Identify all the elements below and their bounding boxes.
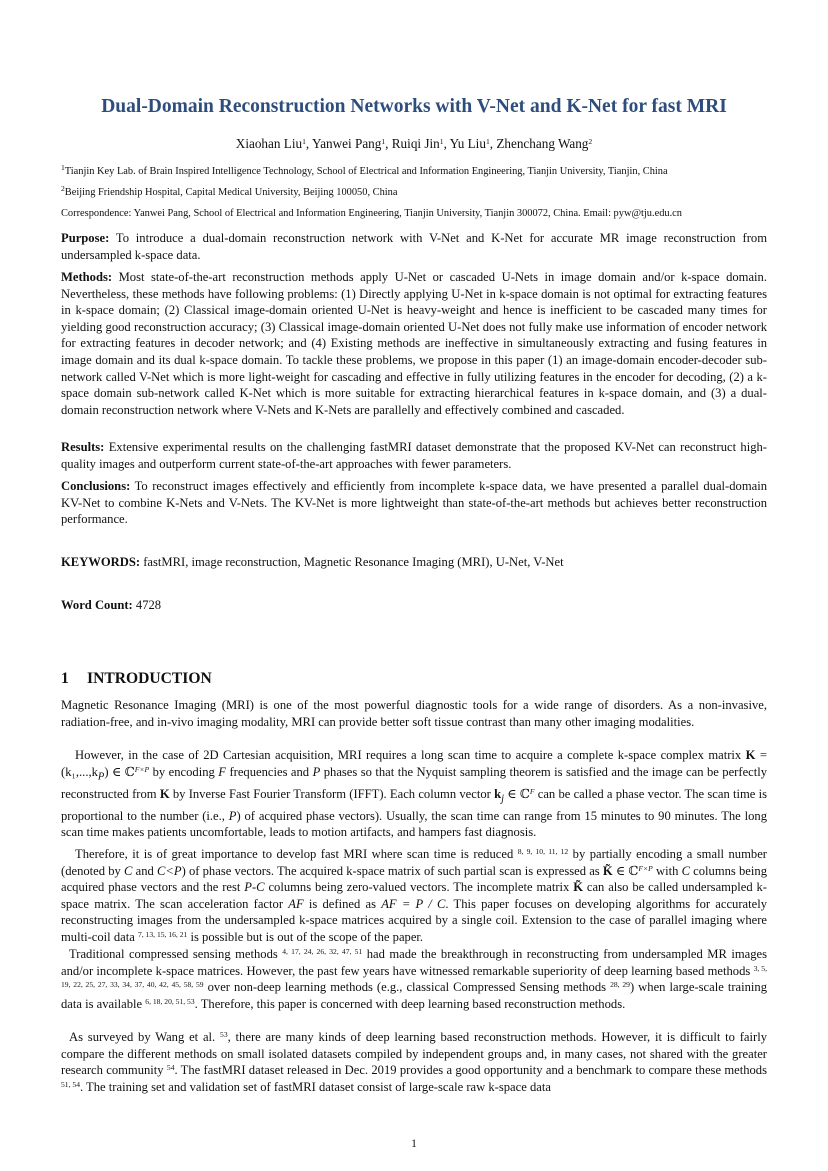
affiliation-1: $^1$Tianjin Key Lab. of Brain Inspired Intelligence Technology, School of Electrical and Information Engineering, Tianjin University, Tianjin, China bbox=[61, 163, 668, 177]
page-number: 1 bbox=[411, 1138, 417, 1150]
author: Yanwei Pang$^1$, bbox=[312, 136, 392, 151]
section-heading: 1 INTRODUCTION bbox=[61, 670, 212, 687]
intro-paragraph-1: Magnetic Resonance Imaging (MRI) is one of the most powerful diagnostic tools for a wide range of disorders. As a non-invasive, radiation-free, and in-vivo imaging modality, MRI can provide better soft tissue contrast than many other imaging modalities. bbox=[61, 698, 767, 729]
author-list bbox=[40, 136, 788, 152]
intro-paragraph-5: As surveyed by Wang et al. $^{53}$, there are many kinds of deep learning based reconstruction methods. However, it is difficult to fairly compare the different methods on small isolated datasets compiled by independent groups and, in many cases, not shared with the greater research community $^{54}$. The fastMRI dataset released in Dec. 2019 provides a good opportunity and a benchmark to compare these methods $^{51, 54}$. The training set and validation set of fastMRI dataset consist of large-scale raw k-space data bbox=[61, 1030, 768, 1094]
intro-paragraph-4: Traditional compressed sensing methods $^{4, 17, 24, 26, 32, 47, 51}$ had made the breakthrough in reconstructing from undersampled MR images and/or incomplete k-space matrices. However, the past few years have witnessed remarkable superiority of deep learning based methods $^{3, 5, 19, 22, 25, 27, 33, 34, 37, 40, 42, 45, 58, 59}$ over non-deep learning methods (e.g., classical Compressed Sensing methods $^{28, 29}$) when large-scale training data is available $^{6, 18, 20, 51, 53}$. Therefore, this paper is concerned with deep learning based reconstruction methods. bbox=[61, 947, 768, 1011]
paper-title: Dual-Domain Reconstruction Networks with V-Net and K-Net for fast MRI bbox=[101, 96, 727, 117]
author: Ruiqi Jin$^1$, bbox=[391, 136, 450, 151]
author: Xiaohan Liu$^1$, bbox=[235, 136, 312, 151]
math-K-def: $K = (k_1,...,k_P)$ ∈ ℂ$^{F\times P}$ bbox=[61, 748, 767, 783]
word-count: Word Count: 4728 bbox=[61, 598, 162, 612]
math-Ktilde: K̃ ∈ ℂ$^{F\times P}$ bbox=[602, 863, 653, 878]
affiliation-2: $^2$Beijing Friendship Hospital, Capital Medical University, Beijing 100050, China bbox=[61, 184, 398, 198]
keywords: KEYWORDS: fastMRI, image reconstruction, Magnetic Resonance Imaging (MRI), U-Net, V-Net bbox=[61, 555, 564, 569]
intro-paragraph-3: Therefore, it is of great importance to develop fast MRI where scan time is reduced $^{8, 9, 10, 11, 12}$ by partially encoding a small number (denoted by C and C<P) of phase vectors. The acquired k-space matrix of such partial scan is expressed as K̃ ∈ ℂ$^{F\times P}$ with C columns being acquired phase vectors and the rest P-C columns being zero-valued vectors. The incomplete matrix K̃ can also be called undersampled k-space matrix. The scan acceleration factor AF is defined as AF = P / C. This paper focuses on developing algorithms for accurately reconstructing images from the undersampled k-space matrices acquired by a single coil. Extension to the case of parallel imaging where multi-coil data $^{7, 13, 15, 16, 21}$ is possible but is out of the scope of the paper. bbox=[61, 847, 768, 944]
abstract-results: Results: Extensive experimental results on the challenging fastMRI dataset demonstrate that the proposed KV-Net can reconstruct high-quality images and outperform current state-of-the-art approaches with fewer parameters. bbox=[61, 440, 767, 471]
abstract-conclusions: Conclusions: To reconstruct images effectively and efficiently from incomplete k-space data, we have presented a parallel dual-domain KV-Net to combine K-Nets and V-Nets. The KV-Net is more lightweight than state-of-the-art methods but achieves better reconstruction performance. bbox=[61, 479, 768, 527]
abstract-methods: Methods: Most state-of-the-art reconstruction methods apply U-Net or cascaded U-Nets in image domain and/or k-space domain. Nevertheless, these methods have following problems: (1) Directly applying U-Net in k-space domain is not optimal for extracting features in k-space domain; (2) Classical image-domain oriented U-Net is heavy-weight and hence is inefficient to be cascaded many times for yielding good reconstruction accuracy; (3) Classical image-domain oriented U-Net does not fully make use information of encoder network for extracting features in decoder network; and (4) Existing methods are ineffective in simultaneously extracting and fusing features in image domain and its dual k-space domain. To tackle these problems, we propose in this paper (1) an image-domain encoder-decoder sub-network called V-Net which is more light-weight for cascading and effective in fully utilizing features in the encoder for decoding, (2) a k-space domain sub-network called K-Net which is more suitable for extracting hierarchical features in k-space domain, and (3) a dual-domain reconstruction network where V-Nets and K-Nets are parallelly and effectively combined and cascaded. bbox=[61, 270, 767, 417]
abstract-purpose: Purpose: To introduce a dual-domain reconstruction network with V-Net and K-Net for accurate MR image reconstruction from undersampled k-space data. bbox=[61, 231, 767, 262]
author: Yu Liu$^1$, bbox=[449, 136, 497, 151]
correspondence: Correspondence: Yanwei Pang, School of Electrical and Information Engineering, Tianjin University, Tianjin 300072, China. Email: pyw@tju.edu.cn bbox=[61, 208, 682, 219]
intro-paragraph-2: However, in the case of 2D Cartesian acquisition, MRI requires a long scan time to acquire a complete k-space complex matrix $K = (k_1,...,k_P)$ ∈ ℂ$^{F\times P}$ by encoding F frequencies and P phases so that the Nyquist sampling theorem is satisfied and the image can be perfectly reconstructed from K by Inverse Fast Fourier Transform (IFFT). Each column vector $k_j$ ∈ ℂ$^F$ can be called a phase vector. The scan time is proportional to the number (i.e., P) of acquired phase vectors). Usually, the scan time can range from 15 minutes to 90 minutes. The long scan time makes patients uncomfortable, leads to motion artifacts, and hampers fast diagnosis. bbox=[61, 748, 768, 840]
author: Zhenchang Wang$^2$ bbox=[496, 136, 593, 151]
math-kj: $k_j$ ∈ ℂ$^F$ bbox=[494, 786, 535, 805]
